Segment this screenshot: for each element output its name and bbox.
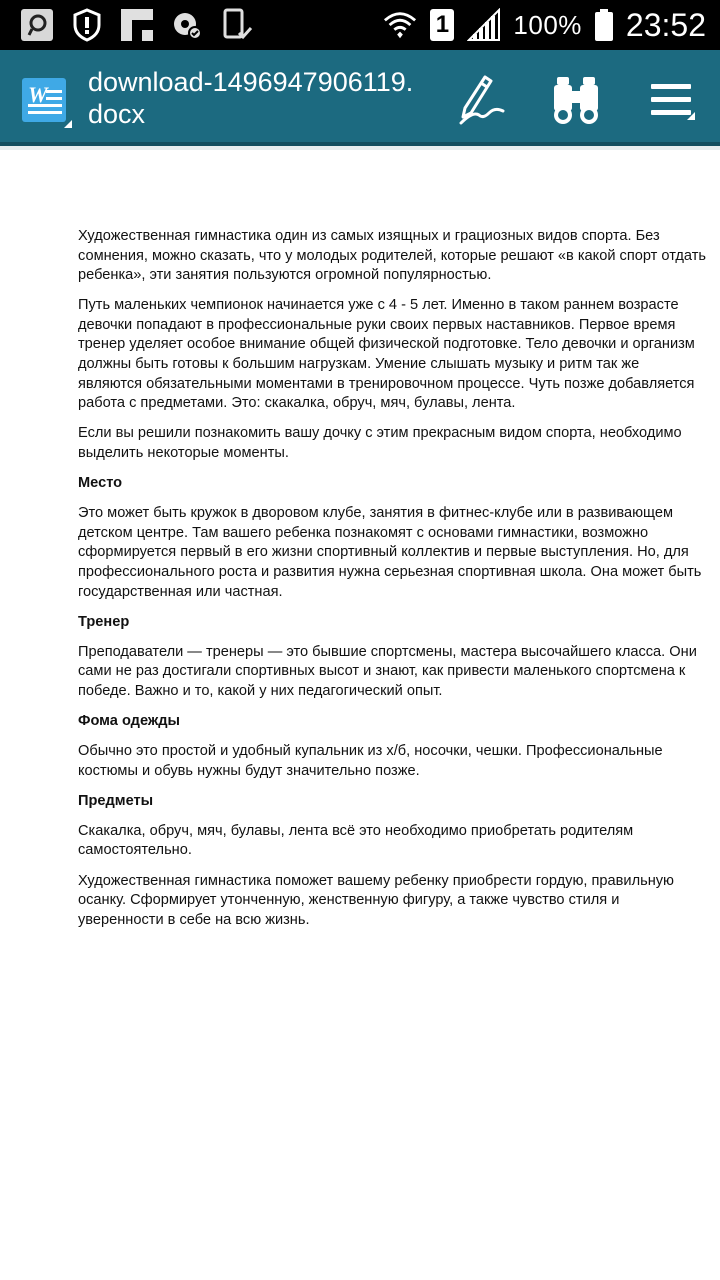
paragraph-conclusion: Художественная гимнастика поможет вашему ребенку приобрести гордую, правильную осанку. Сформирует утонченную, женственную фигуру, а также чувство стиля и уверенности в себе на всю жизнь. xyxy=(78,872,674,928)
talk-app-icon xyxy=(20,8,54,42)
heading-coach: Тренер xyxy=(78,613,130,630)
document-body[interactable] xyxy=(78,227,706,941)
settings-gear-icon xyxy=(170,8,204,42)
menu-icon xyxy=(649,80,695,120)
doc-icon-letter: W xyxy=(28,82,48,107)
system-status xyxy=(383,0,706,50)
app-toolbar xyxy=(0,50,720,146)
heading-equipment: Предметы xyxy=(78,792,154,809)
binoculars-icon xyxy=(551,75,601,125)
paragraph-equipment: Скакалка, обруч, мяч, булавы, лента всё это необходимо приобретать родителям самостоятельно. xyxy=(78,822,634,859)
paragraph-path: Путь маленьких чемпионок начинается уже с 4 - 5 лет. Именно в таком раннем возрасте девочки попадают в профессиональные руки своих первых наставников. Первое время тренер уделяет особое внимание общей физической подготовке. Тело девочки и организм должны быть готовы к большим нагрузкам. Умение слышать музыку и ритм так же являются обязательными моментами в тренировочном процессе. Чуть позже добавляется работа с предметами. Это: скакалка, обруч, мяч, булавы, лента. xyxy=(78,297,695,412)
find-button[interactable] xyxy=(548,74,604,126)
clock: 23:52 xyxy=(625,6,706,43)
edit-button[interactable] xyxy=(450,74,506,126)
paragraph-clothing: Обычно это простой и удобный купальник из х/б, носочки, чешки. Профессиональные костюмы и обувь нужны будут значительно позже. xyxy=(78,743,663,779)
sim-slot-indicator xyxy=(429,8,455,42)
heading-place: Место xyxy=(78,475,123,492)
signal-icon xyxy=(467,8,501,42)
notification-icons xyxy=(20,0,254,50)
wifi-icon xyxy=(383,8,417,42)
paragraph-intro: Художественная гимнастика один из самых изящных и грациозных видов спорта. Без сомнения, можно сказать, что у молодых родителей, которые решают «в какой спорт отдать ребенка», эти занятия пользуются огромной популярностью. xyxy=(78,228,706,284)
paragraph-place: Это может быть кружок в дворовом клубе, занятия в фитнес-клубе или в развивающем детском центре. Там вашего ребенка познакомят с основами гимнастики, возможно сформируется первый в его жизни спортивный коллектив и первые выступления. Но, для профессионального роста и развития нужна серьезная спортивная школа. Она может быть государственная или частная. xyxy=(78,505,702,600)
sim-slot-number: 1 xyxy=(430,9,454,41)
paragraph-coach: Преподаватели — тренеры — это бывшие спортсмены, мастера высочайшего класса. Они сами не раз достигали спортивных высот и знают, как привести маленького спортсмена к победе. Важно и то, какой у них педагогический опыт. xyxy=(78,643,697,699)
document-title: download-1496947906119.docx xyxy=(88,67,414,129)
flipboard-icon xyxy=(120,8,154,42)
battery-icon xyxy=(594,8,614,42)
pen-edit-icon xyxy=(451,73,505,127)
status-bar xyxy=(0,0,720,50)
device-check-icon xyxy=(220,8,254,42)
overflow-menu-button[interactable] xyxy=(644,74,700,126)
word-document-icon[interactable] xyxy=(20,76,68,124)
shield-alert-icon xyxy=(70,8,104,42)
heading-clothing: Фома одежды xyxy=(78,712,180,729)
battery-percent: 100% xyxy=(513,9,582,40)
toolbar-shadow xyxy=(0,146,720,150)
paragraph-decision: Если вы решили познакомить вашу дочку с этим прекрасным видом спорта, необходимо выделить некоторые моменты. xyxy=(78,425,682,461)
